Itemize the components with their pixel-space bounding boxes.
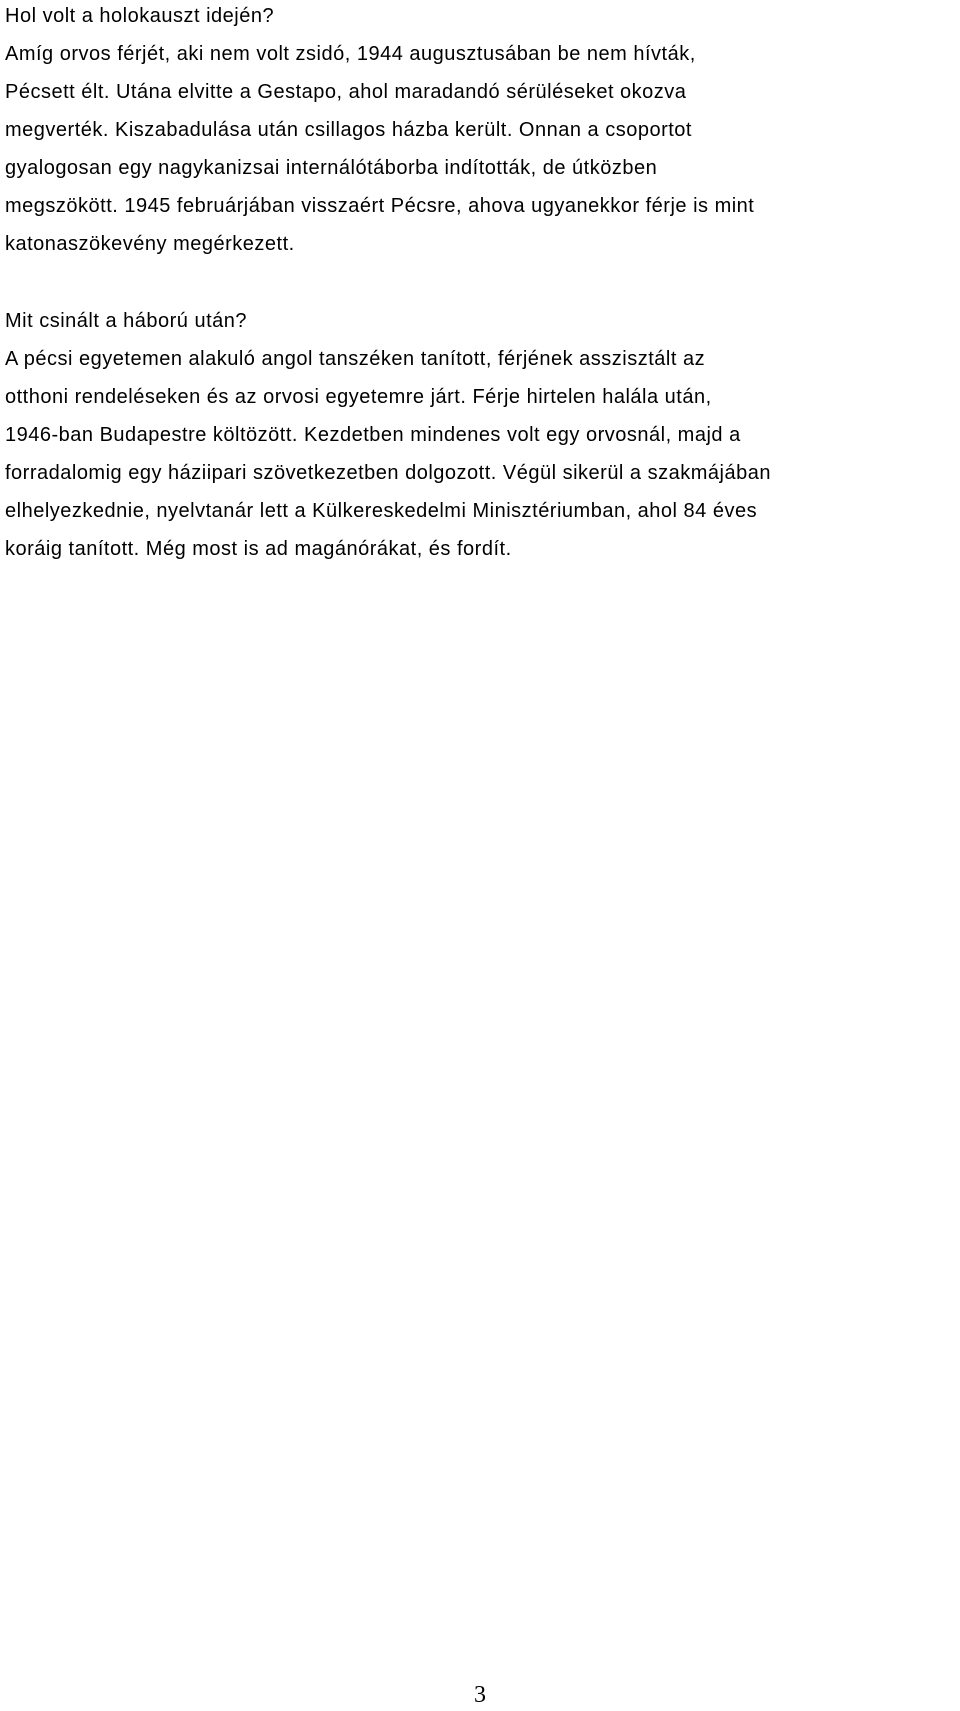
section1-line-5: megszökött. 1945 februárjában visszaért Pécsre, ahova ugyanekkor férje is mint <box>5 195 755 217</box>
section1-line-3: megverték. Kiszabadulása után csillagos házba került. Onnan a csoportot <box>5 119 692 141</box>
section1-line-2: Pécsett élt. Utána elvitte a Gestapo, ahol maradandó sérüléseket okozva <box>5 81 687 103</box>
section2-line-1: A pécsi egyetemen alakuló angol tanszéken tanított, férjének asszisztált az <box>5 348 706 370</box>
section1-line-1: Amíg orvos férjét, aki nem volt zsidó, 1944 augusztusában be nem hívták, <box>5 43 696 65</box>
section2-line-5: elhelyezkednie, nyelvtanár lett a Külkereskedelmi Minisztériumban, ahol 84 éves <box>5 500 758 522</box>
section2-line-4: forradalomig egy háziipari szövetkezetben dolgozott. Végül sikerül a szakmájában <box>5 462 771 484</box>
section2-line-3: 1946-ban Budapestre költözött. Kezdetben mindenes volt egy orvosnál, majd a <box>5 424 741 446</box>
section1-line-6: katonaszökevény megérkezett. <box>5 233 295 255</box>
section1-line-4: gyalogosan egy nagykanizsai internálótáborba indították, de útközben <box>5 157 658 179</box>
section2-line-6: koráig tanított. Még most is ad magánórákat, és fordít. <box>5 538 512 560</box>
section1-heading: Hol volt a holokauszt idején? <box>5 5 275 27</box>
section2-heading: Mit csinált a háború után? <box>5 310 248 332</box>
page-number: 3 <box>474 1682 486 1708</box>
section2-line-2: otthoni rendeléseken és az orvosi egyetemre járt. Férje hirtelen halála után, <box>5 386 712 408</box>
